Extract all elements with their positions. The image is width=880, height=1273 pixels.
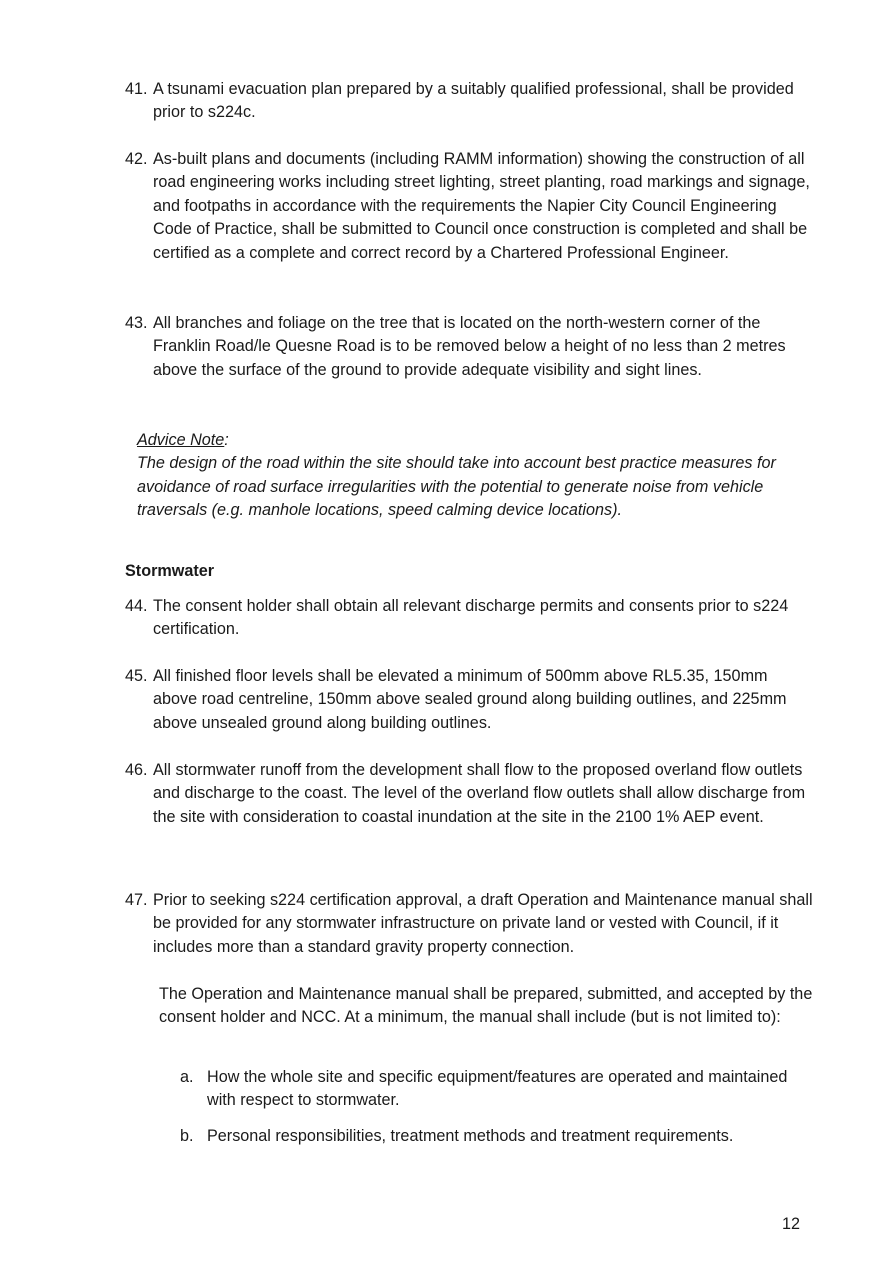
subitem-text: How the whole site and specific equipment/features are operated and maintained with respect to stormwater.: [207, 1068, 788, 1110]
advice-note-text: The design of the road within the site should take into account best practice measures for avoidance of road surface irregularities with the potential to generate noise from vehicle traversals (e.g. manhole locations, speed calming device locations).: [137, 454, 776, 520]
advice-note-title: Advice Note: [137, 431, 225, 449]
subitem-b: [180, 1125, 800, 1148]
condition-47-paragraph: The Operation and Maintenance manual shall be prepared, submitted, and accepted by the consent holder and NCC. At a minimum, the manual shall include (but is not limited to):: [159, 985, 813, 1027]
condition-41: [125, 78, 815, 125]
section-heading-stormwater: Stormwater: [125, 562, 215, 580]
condition-44: [125, 595, 815, 642]
advice-note: [137, 429, 817, 523]
condition-number: 44.: [125, 597, 148, 615]
condition-43: [125, 312, 815, 382]
condition-number: 43.: [125, 314, 148, 332]
condition-number: 41.: [125, 80, 148, 98]
condition-46: [125, 759, 815, 829]
condition-text: A tsunami evacuation plan prepared by a suitably qualified professional, shall be provided prior to s224c.: [153, 80, 794, 122]
condition-text: As-built plans and documents (including RAMM information) showing the construction of all road engineering works including street lighting, street planting, road markings and signage, and footpaths in accordance with the requirements the Napier City Council Engineering Code of Practice, shall be submitted to Council once construction is completed and shall be certified as a complete and correct record by a Chartered Professional Engineer.: [153, 150, 810, 262]
subitem-letter: b.: [180, 1127, 194, 1145]
subitem-text: Personal responsibilities, treatment methods and treatment requirements.: [207, 1127, 734, 1145]
subitem-letter: a.: [180, 1068, 194, 1086]
condition-45: [125, 665, 815, 735]
condition-47: [125, 889, 815, 959]
subitem-a: [180, 1066, 800, 1113]
condition-text: All finished floor levels shall be elevated a minimum of 500mm above RL5.35, 150mm above road centreline, 150mm above sealed ground along building outlines, and 225mm above unsealed ground along building outlines.: [153, 667, 787, 732]
condition-text: All branches and foliage on the tree that is located on the north-western corner of the Franklin Road/le Quesne Road is to be removed below a height of no less than 2 metres above the surface of the ground to provide adequate visibility and sight lines.: [153, 314, 786, 379]
condition-number: 47.: [125, 891, 148, 909]
condition-text: Prior to seeking s224 certification approval, a draft Operation and Maintenance manual shall be provided for any stormwater infrastructure on private land or vested with Council, if it includes more than a standard gravity property connection.: [153, 891, 813, 956]
condition-text: The consent holder shall obtain all relevant discharge permits and consents prior to s224 certification.: [153, 597, 789, 639]
page-number: 12: [782, 1215, 801, 1233]
condition-number: 45.: [125, 667, 148, 685]
condition-number: 46.: [125, 761, 148, 779]
advice-note-colon: :: [224, 431, 229, 449]
condition-42: [125, 148, 815, 265]
condition-number: 42.: [125, 150, 148, 168]
condition-text: All stormwater runoff from the development shall flow to the proposed overland flow outlets and discharge to the coast. The level of the overland flow outlets shall allow discharge from the site with consideration to coastal inundation at the site in the 2100 1% AEP event.: [153, 761, 806, 826]
